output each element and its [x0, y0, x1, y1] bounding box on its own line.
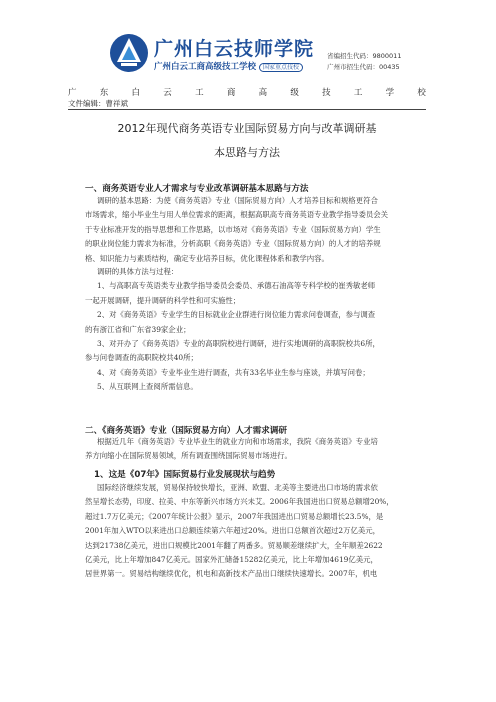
document-title-line1: 2012年现代商务英语专业国际贸易方向与改革调研基 [117, 122, 377, 135]
school-name-char: 工 [195, 88, 204, 98]
school-name-char: 级 [290, 88, 299, 98]
text-line: 国际经济继续发展，贸易保持较快增长，亚洲、欧盟、北美等主要进出口市场的需求依 [97, 483, 378, 492]
text-line: 养方向缩小在国际贸易领域，所有调查围绕国际贸易市场进行。 [85, 451, 292, 461]
text-line: 调研的基本思路：为使《商务英语》专业（国际贸易方向）人才培养目标和规格更符合 [97, 196, 378, 205]
section2-heading: 二、《商务英语》专业（国际贸易方向）人才需求调研 [85, 426, 287, 436]
school-name-char: 技 [322, 88, 331, 98]
school-name-char: 工 [353, 88, 363, 98]
city-code: 广州市招生代码：00435 [327, 63, 400, 71]
section1-para1 [85, 194, 425, 266]
school-name-row [68, 86, 426, 98]
document-title-line2: 本思路与方法 [214, 146, 280, 159]
school-name-char: 东 [99, 88, 109, 98]
text-line: 市场需求，缩小毕业生与用人单位需求的距离，根据高职高专商务英语专业教学指导委员会关 [85, 210, 389, 220]
list-item-cont: 的有浙江省和广东省39家企业； [85, 324, 191, 334]
text-line: 达到21738亿美元，进出口规模比2001年翻了两番多。贸易顺差继续扩大，全年顺差2622 [85, 540, 383, 550]
logo-emblem-icon [108, 32, 150, 74]
list-item-cont: 参与问卷调查的高职院校共40所； [85, 353, 198, 363]
list-item-cont: 一起开展调研，提升调研的科学性和可实施性； [85, 295, 241, 305]
subsection-para [85, 481, 425, 582]
file-editor: 文件编辑：曹祥斌 [68, 99, 128, 108]
text-line: 然呈增长态势，印度、拉美、中东等新兴市场方兴未艾。2006年我国进出口贸易总额增20%， [85, 497, 394, 507]
school-name-char: 广 [68, 88, 77, 98]
section1-heading: 一、商务英语专业人才需求与专业改革调研基本思路与方法 [85, 184, 309, 194]
school-name-char: 白 [131, 88, 141, 98]
section2-para [85, 435, 425, 464]
section1-method-list [85, 265, 425, 395]
text-line: 的职业岗位能力需求为标准，分析高职《商务英语》专业（国际贸易方向）的人才的培养规 [85, 239, 381, 249]
list-item: 5、从互联网上查阅所需信息。 [97, 382, 198, 392]
text-line: 超过1.7万亿美元；《2007年统计公报》显示，2007年我国进出口贸易总额增长23.5%，是 [85, 511, 384, 521]
school-name-char: 商 [226, 88, 236, 98]
school-name-char: 高 [258, 88, 268, 98]
enrollment-codes [327, 51, 401, 73]
list-item: 3、对开办了《商务英语》专业的高职院校进行调研，进行实地调研的高职院校共6所， [97, 338, 380, 348]
logo-tag: 国家重点技校 [259, 63, 303, 72]
text-line: 调研的具体方法与过程： [97, 267, 179, 276]
school-name-char: 学 [385, 88, 395, 98]
subsection-heading: 1、这是《07年》国际贸易行业发展现状与趋势 [94, 470, 276, 480]
school-name-char: 云 [163, 88, 172, 98]
list-item: 4、对《商务英语》专业毕业生进行调查，共有33名毕业生参与座谈，并填写问卷； [97, 367, 370, 377]
school-logo [108, 30, 318, 76]
logo-name: 广州白云技师学院 [154, 38, 315, 60]
list-item: 1、与高职高专英语类专业教学指导委员会委员、承德石油高等专科学校的崔秀敏老师 [97, 281, 376, 291]
text-line: 2001年加入WTO以来进出口总额连续第六年超过20%。进出口总额首次超过2万亿美元， [85, 526, 381, 536]
header-divider [68, 109, 426, 110]
text-line: 居世界第一。贸易结构继续优化，机电和高新技术产品出口继续快速增长。2007年，机电 [85, 569, 378, 579]
text-line: 亿美元，比上年增加847亿美元。国家外汇储备15282亿美元，比上年增加4619亿美元， [85, 554, 378, 564]
logo-subtitle: 广州白云工商高级技工学校 国家重点技校 [154, 60, 303, 72]
province-code: 省编招生代码：9800011 [327, 52, 402, 60]
text-line: 格、知识能力与素质结构，确定专业培养目标，优化课程体系和教学内容。 [85, 253, 329, 263]
school-name-char: 校 [417, 88, 426, 98]
text-line: 根据近几年《商务英语》专业毕业生的就业方向和市场需求，我院《商务英语》专业培 [97, 437, 378, 446]
text-line: 于专业标准开发的指导思想和工作思路，以市场对《商务英语》专业（国际贸易方向）学生 [85, 224, 381, 234]
list-item: 2、对《商务英语》专业学生的目标就业企业群进行岗位能力需求问卷调查，参与调查 [97, 310, 376, 320]
